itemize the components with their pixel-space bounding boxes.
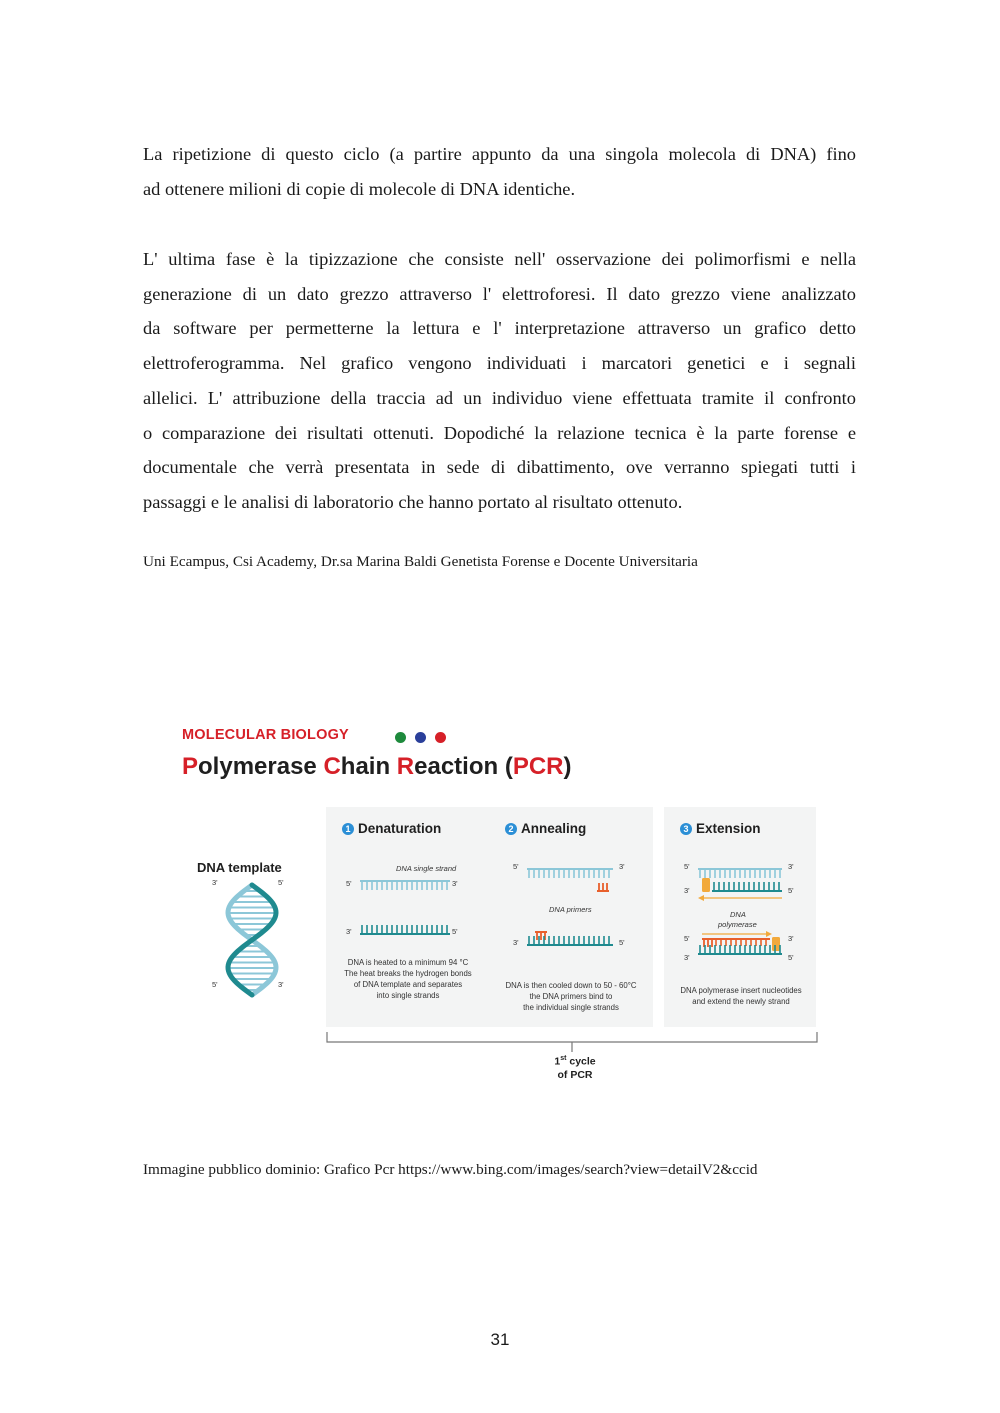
step-title (680, 821, 761, 836)
cycle-label (540, 1052, 610, 1082)
title-part: hain (340, 753, 397, 780)
title-part: ) (563, 753, 572, 780)
figure-title (182, 753, 572, 781)
step-number-icon: 2 (505, 823, 517, 835)
description-line: and extend the newly strand (692, 997, 790, 1006)
end-label: 5' (278, 878, 284, 887)
paragraph-1 (143, 137, 856, 206)
description-line: the DNA primers bind to (529, 992, 613, 1001)
description-line: into single strands (376, 991, 440, 1000)
end-label: 5' (684, 862, 690, 871)
end-label: 3' (212, 878, 218, 887)
dna-primer-icon (597, 882, 609, 892)
step-title-text: Denaturation (358, 821, 442, 836)
description-line: the individual single strands (523, 1003, 619, 1012)
dna-strand-icon (360, 923, 450, 935)
arrow-left-icon (698, 895, 782, 901)
step-panel-annealing (489, 807, 653, 1027)
figure-kicker: MOLECULAR BIOLOGY (182, 727, 349, 743)
step-panel-denaturation (326, 807, 490, 1027)
paragraph-line: elettroferogramma. Nel grafico vengono individuati i marcatori genetici e i segnali (143, 353, 856, 374)
cycle-ordinal-suffix: st (560, 1055, 567, 1062)
title-part: olymerase (198, 753, 324, 780)
pcr-figure (170, 720, 830, 1090)
step-number-icon: 3 (680, 823, 692, 835)
title-part: eaction ( (414, 753, 513, 780)
paragraph-line: passaggi e le analisi di laboratorio che hanno portato al risultato ottenuto. (143, 491, 683, 512)
end-label: 5' (513, 862, 519, 871)
green-dot-icon (395, 732, 406, 743)
description-line: DNA is heated to a minimum 94 °C (347, 958, 469, 967)
dna-polymerase-icon (702, 878, 710, 892)
end-label: 5' (619, 938, 625, 947)
end-label: 3' (788, 934, 794, 943)
source-credit: Uni Ecampus, Csi Academy, Dr.sa Marina Baldi Genetista Forense e Docente Universitaria (143, 553, 698, 570)
end-label: 5' (346, 879, 352, 888)
cycle-word: cycle (569, 1055, 596, 1068)
end-label: 5' (788, 953, 794, 962)
paragraph-line: ad ottenere milioni di copie di molecole di DNA identiche. (143, 178, 576, 199)
dna-strand-icon (698, 868, 782, 880)
dna-strand-icon (698, 943, 782, 955)
cycle-ordinal: 1 (554, 1055, 561, 1068)
title-part: C (323, 753, 341, 780)
annotation: polymerase (718, 920, 757, 929)
step-title-text: Extension (696, 821, 761, 836)
end-label: 5' (788, 886, 794, 895)
paragraph-line: generazione di un dato grezzo attraverso l' elettroforesi. Il dato grezzo viene analizzato (143, 283, 856, 304)
description-line: DNA is then cooled down to 50 - 60°C (505, 981, 637, 990)
step-title (342, 821, 441, 836)
step-description (328, 957, 488, 1001)
paragraph-line: da software per permetterne la lettura e l' interpretazione attraverso un grafico detto (143, 318, 856, 339)
description-line: of DNA template and separates (353, 980, 463, 989)
figure-caption: Immagine pubblico dominio: Grafico Pcr https://www.bing.com/images/search?view=detailV2&ccid (143, 1161, 758, 1178)
end-label: 3' (278, 980, 284, 989)
step-title (505, 821, 586, 836)
end-label: 3' (684, 886, 690, 895)
paragraph-line: o comparazione dei risultati ottenuti. Dopodiché la relazione tecnica è la parte forense e (143, 422, 856, 443)
paragraph-2 (143, 242, 856, 520)
step-number-icon: 1 (342, 823, 354, 835)
step-description (666, 985, 816, 1007)
end-label: 3' (346, 927, 352, 936)
red-dot-icon (435, 732, 446, 743)
description-line: The heat breaks the hydrogen bonds (344, 969, 472, 978)
end-label: 5' (452, 927, 458, 936)
dna-strand-icon (527, 868, 613, 880)
annotation: DNA single strand (396, 864, 457, 873)
dna-strand-icon (360, 880, 450, 892)
dna-helix-icon (222, 885, 282, 995)
title-part: P (182, 753, 199, 780)
end-label: 3' (788, 862, 794, 871)
arrow-right-icon (702, 931, 772, 937)
end-label: 3' (684, 953, 690, 962)
paragraph-line: La ripetizione di questo ciclo (a partire appunto da una singola molecola di DNA) fino (143, 144, 856, 164)
step-title-text: Annealing (521, 821, 587, 836)
paragraph-line: L' ultima fase è la tipizzazione che consiste nell' osservazione dei polimorfismi e nella (143, 249, 856, 269)
end-label: 5' (212, 980, 218, 989)
end-label: 5' (684, 934, 690, 943)
end-label: 3' (452, 879, 458, 888)
end-label: 3' (619, 862, 625, 871)
step-description (491, 980, 651, 1013)
dna-template-label: DNA template (197, 860, 282, 875)
annotation: DNA primers (549, 905, 592, 914)
cycle-line2: of PCR (557, 1068, 593, 1081)
dna-strand-icon (712, 880, 782, 892)
paragraph-line: allelici. L' attribuzione della traccia ad un individuo viene effettuata tramite il confronto (143, 387, 856, 408)
description-line: DNA polymerase insert nucleotides (680, 986, 802, 995)
cycle-bracket-icon (326, 1032, 818, 1054)
dna-strand-icon (527, 934, 613, 946)
end-label: 3' (513, 938, 519, 947)
page-number: 31 (490, 1330, 510, 1349)
step-panel-extension (664, 807, 816, 1027)
title-part: PCR (512, 753, 564, 780)
paragraph-line: documentale che verrà presentata in sede di dibattimento, ove verranno spiegati tutti i (143, 457, 856, 478)
annotation: DNA (730, 910, 746, 919)
blue-dot-icon (415, 732, 426, 743)
title-part: R (396, 753, 415, 780)
